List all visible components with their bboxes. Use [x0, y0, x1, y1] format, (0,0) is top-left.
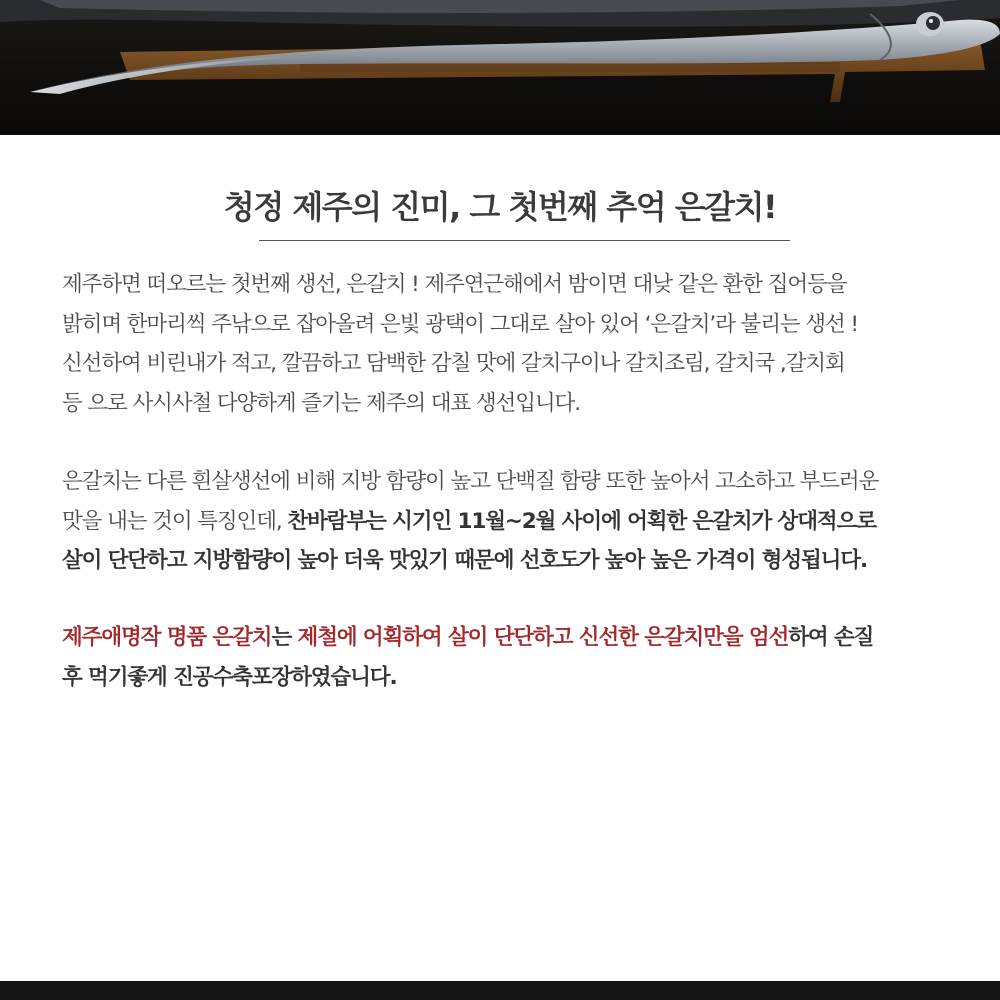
title-divider — [259, 240, 790, 241]
text-line: 등 으로 사시사철 다양하게 즐기는 제주의 대표 생선입니다. — [62, 390, 580, 416]
hero-fish-image — [0, 0, 1000, 135]
red-highlight: 제철에 어획하여 살이 단단하고 신선한 은갈치만을 엄선 — [297, 625, 789, 650]
text-bold: 찬바람부는 시기인 11월~2월 사이에 어획한 은갈치가 상대적으로 — [287, 508, 876, 534]
text-line-bold: 살이 단단하고 지방함량이 높아 더욱 맛있기 때문에 선호도가 높아 높은 가격이 형성됩니다. — [62, 548, 868, 573]
brand-name-highlight: 제주애명작 명품 은갈치 — [62, 625, 272, 650]
features-paragraph — [62, 462, 962, 581]
text-line: 밝히며 한마리씩 주낚으로 잡아올려 은빛 광택이 그대로 살아 있어 ‘은갈치’라 불리는 생선 ! — [62, 311, 858, 337]
text-line: 제주하면 떠오르는 첫번째 생선, 은갈치 ! 제주연근해에서 밤이면 대낮 같은 환한 집어등을 — [62, 272, 847, 297]
text-line: 은갈치는 다른 흰살생선에 비해 지방 함량이 높고 단백질 함량 또한 높아서 고소하고 부드러운 — [62, 469, 879, 494]
text-line — [62, 618, 962, 658]
text-line: 신선하여 비린내가 적고, 깔끔하고 담백한 감칠 맛에 갈치구이나 갈치조림, 갈치국 ,갈치회 — [62, 351, 845, 376]
intro-paragraph — [62, 265, 962, 423]
text-normal: 맛을 내는 것이 특징인데, — [62, 508, 288, 534]
fish-illustration — [0, 0, 1000, 135]
text-bold: 는 — [271, 625, 298, 650]
page-title: 청정 제주의 진미, 그 첫번째 추억 은갈치! — [223, 188, 777, 226]
text-line-bold: 후 먹기좋게 진공수축포장하였습니다. — [62, 664, 397, 690]
text-bold: 하여 손질 — [788, 625, 874, 650]
brand-paragraph — [62, 618, 962, 697]
text-line — [62, 502, 962, 542]
next-section-banner — [0, 981, 1000, 1000]
